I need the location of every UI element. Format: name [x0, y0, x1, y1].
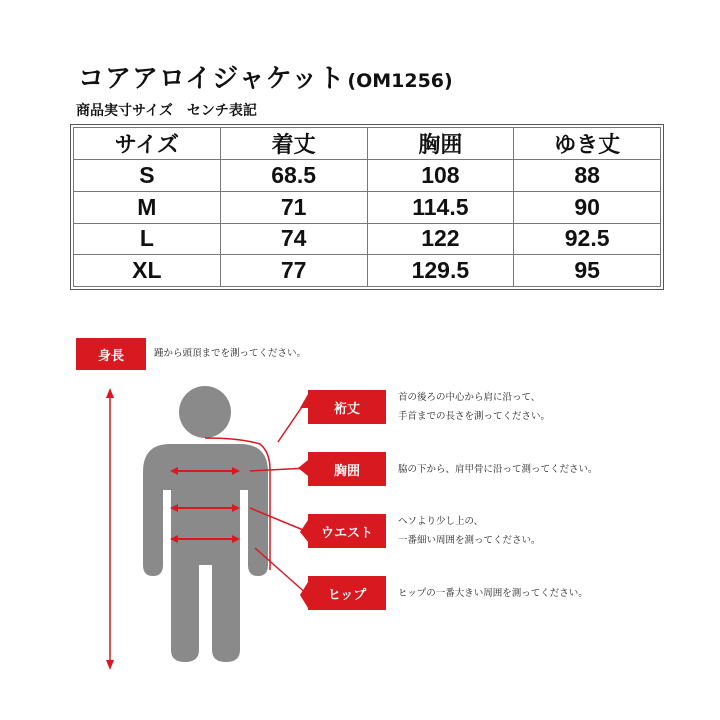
sleeve-cell: 95 — [514, 255, 661, 287]
waist-note-line: 一番細い周囲を測ってください。 — [398, 535, 541, 546]
table-row — [74, 160, 661, 192]
size-table — [70, 124, 664, 290]
product-name: コアアロイジャケット — [78, 64, 346, 94]
waist-note — [398, 512, 541, 550]
sleeve-note — [398, 388, 550, 426]
header-size: サイズ — [74, 128, 221, 160]
chest-cell: 114.5 — [367, 191, 514, 223]
human-silhouette-icon — [143, 386, 268, 662]
sleeve-note-line: 首の後ろの中心から肩に沿って、 — [398, 392, 541, 403]
length-cell: 71 — [220, 191, 367, 223]
table-row — [74, 191, 661, 223]
waist-note-line: ヘソより少し上の、 — [398, 516, 484, 527]
height-arrow — [106, 388, 114, 670]
hip-badge: ヒップ — [308, 576, 386, 610]
sleeve-cell: 90 — [514, 191, 661, 223]
hip-note: ヒップの一番大きい周囲を測ってください。 — [398, 588, 588, 599]
header-chest: 胸囲 — [367, 128, 514, 160]
length-cell: 74 — [220, 223, 367, 255]
chest-note: 脇の下から、肩甲骨に沿って測ってください。 — [398, 464, 598, 475]
table-row — [74, 255, 661, 287]
height-note: 踵から頭頂までを測ってください。 — [154, 348, 307, 359]
length-cell: 77 — [220, 255, 367, 287]
size-cell: L — [74, 223, 221, 255]
waist-badge: ウエスト — [308, 514, 386, 548]
height-badge: 身長 — [76, 338, 146, 370]
length-cell: 68.5 — [220, 160, 367, 192]
size-table-header — [74, 128, 661, 160]
sleeve-badge: 裄丈 — [308, 390, 386, 424]
product-title — [78, 58, 453, 92]
sleeve-cell: 88 — [514, 160, 661, 192]
callout-pointers — [298, 394, 308, 608]
size-unit-note: 商品実寸サイズ センチ表記 — [76, 103, 257, 119]
chest-cell: 129.5 — [367, 255, 514, 287]
header-sleeve: ゆき丈 — [514, 128, 661, 160]
chest-badge: 胸囲 — [308, 452, 386, 486]
header-length: 着丈 — [220, 128, 367, 160]
size-cell: S — [74, 160, 221, 192]
measurement-guide — [0, 320, 720, 720]
chest-cell: 122 — [367, 223, 514, 255]
sleeve-cell: 92.5 — [514, 223, 661, 255]
sleeve-note-line: 手首までの長さを測ってください。 — [398, 411, 551, 422]
chest-cell: 108 — [367, 160, 514, 192]
size-cell: M — [74, 191, 221, 223]
product-code: (OM1256) — [347, 70, 453, 92]
size-cell: XL — [74, 255, 221, 287]
table-row — [74, 223, 661, 255]
